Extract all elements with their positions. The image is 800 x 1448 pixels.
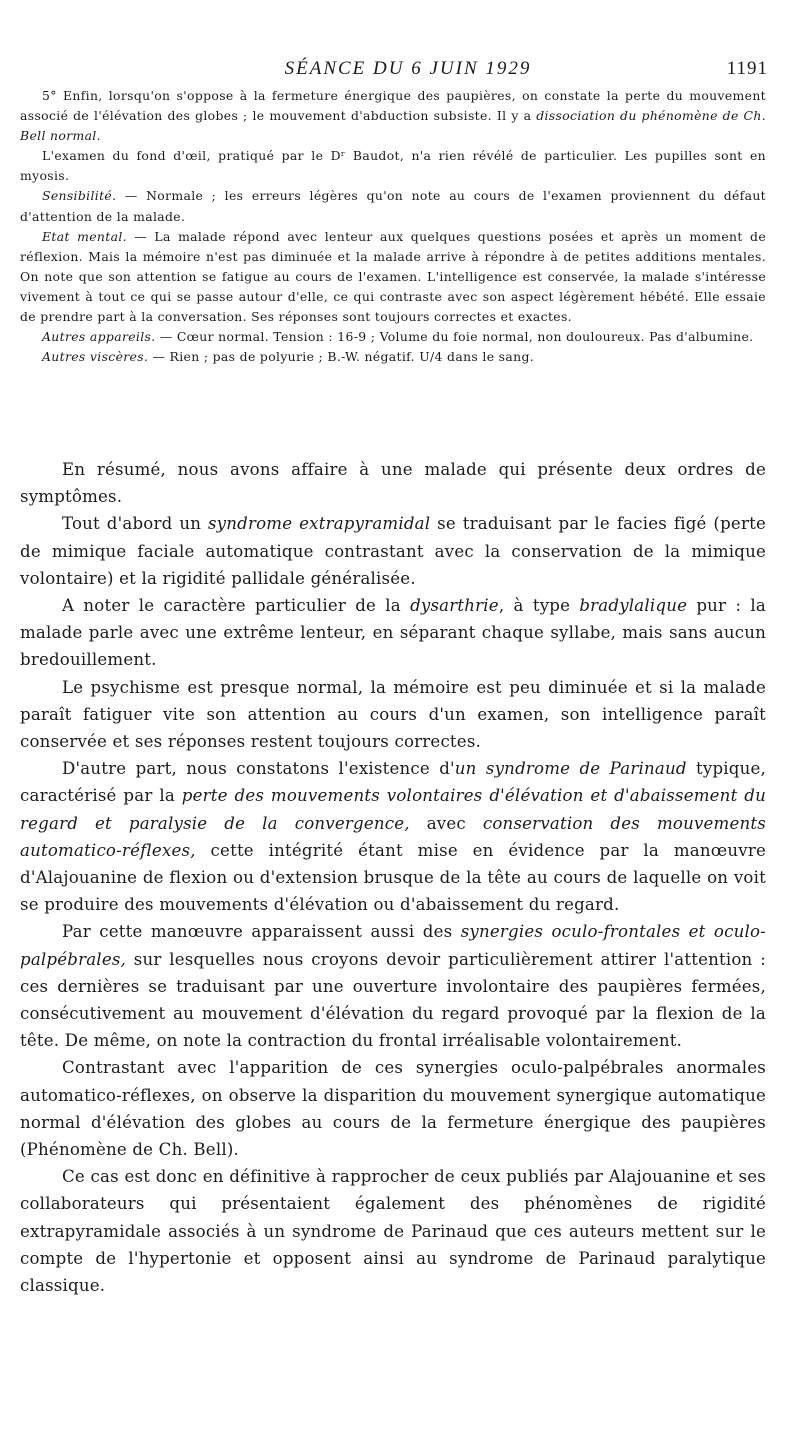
italic-phrase: syndrome extrapyramidal [207, 514, 431, 534]
page-header [48, 58, 768, 82]
finding-paragraph-other-viscera [20, 347, 766, 367]
paragraph-text: — La malade répond avec lenteur aux quelques questions posées et après un moment de réflexion. Mais la mémoire n'est pas diminuée et la malade arrive à répondre à de petites additions mentales. On note que son attention se fatigue au cours de l'examen. L'intelligence est conservée, la malade s'intéresse vivement à tout ce qui se passe autour d'elle, ce qui contraste avec son aspect légèrement hébété. Elle essaie de prendre part à la conversation. Ses réponses sont toujours correctes et exactes. [20, 228, 767, 325]
finding-paragraph-sensibility [20, 186, 766, 226]
section-heading: Sensibilité. [42, 188, 117, 204]
paragraph-text: Par cette manœuvre apparaissent aussi des [62, 922, 461, 942]
paragraph-text: se traduisant par le facies figé (perte de mimique faciale automatique contrastant avec la conservation de la mimique volontaire) et la rigidité pallidale généralisée. [20, 514, 766, 588]
paragraph-text: pur : la malade parle avec une extrême lenteur, en séparant chaque syllabe, mais sans aucun bredouillement. [20, 596, 766, 670]
paragraph-text: — Cœur normal. Tension : 16-9 ; Volume du foie normal, non douloureux. Pas d'albumine. [155, 329, 754, 345]
page-number: 1191 [726, 58, 768, 79]
finding-paragraph-bell-phenomenon [20, 86, 766, 146]
running-title: SÉANCE DU 6 JUIN 1929 [284, 58, 532, 79]
paragraph-text: avec [409, 813, 483, 833]
summary-paragraph: En résumé, nous avons affaire à une malade qui présente deux ordres de symptômes. [20, 460, 766, 507]
italic-phrase: un syndrome de Parinaud [454, 759, 687, 779]
psychism-paragraph: Le psychisme est presque normal, la mémoire est peu diminuée et si la malade paraît fatiguer vite son attention au cours d'un examen, son intelligence paraît conservée et ses réponses restent toujours correctes. [20, 677, 766, 752]
finding-paragraph-other-systems [20, 327, 766, 347]
extrapyramidal-paragraph [20, 510, 766, 592]
contrast-paragraph: Contrastant avec l'apparition de ces synergies oculo-palpébrales anormales automatico-réflexes, on observe la disparition du mouvement synergique automatique normal d'élévation des globes au cours de la fermeture énergique des paupières (Phénomène de Ch. Bell). [20, 1058, 766, 1160]
finding-paragraph-mental-state [20, 227, 766, 327]
paragraph-text: Tout d'abord un [62, 514, 208, 534]
section-heading: Etat mental. [42, 228, 127, 244]
discussion-body [20, 456, 766, 1299]
parinaud-paragraph [20, 755, 766, 918]
clinical-findings-small-print [20, 86, 766, 367]
finding-paragraph-fundus: L'examen du fond d'œil, pratiqué par le Dʳ Baudot, n'a rien révélé de particulier. Les pupilles sont en myosis. [20, 148, 766, 184]
conclusion-paragraph: Ce cas est donc en définitive à rapprocher de ceux publiés par Alajouanine et ses collaborateurs qui présentaient également des phénomènes de rigidité extrapyramidale associés à un syndrome de Parinaud que ces auteurs mettent sur le compte de l'hypertonie et opposent ainsi au syndrome de Parinaud paralytique classique. [20, 1167, 766, 1296]
section-heading: Autres appareils. [42, 329, 156, 345]
dysarthria-paragraph [20, 592, 766, 674]
italic-phrase: dissociation du phénomène de Ch. Bell normal. [20, 108, 766, 144]
italic-phrase: bradylalique [579, 596, 688, 616]
paragraph-text: typique, caractérisé par la [20, 759, 766, 806]
italic-phrase: synergies oculo-frontales et oculo-palpébrales, [20, 922, 766, 969]
paragraph-text: , à type [498, 596, 580, 616]
italic-phrase: perte des mouvements volontaires d'élévation et d'abaissement du regard et paralysie de la convergence, [20, 786, 767, 833]
synergies-paragraph [20, 918, 766, 1054]
paragraph-text: — Normale ; les erreurs légères qu'on note au cours de l'examen proviennent du défaut d'attention de la malade. [20, 188, 766, 224]
paragraph-text: — Rien ; pas de polyurie ; B.-W. négatif. U/4 dans le sang. [148, 349, 535, 365]
section-heading: Autres viscères. [42, 349, 149, 365]
italic-phrase: dysarthrie [410, 596, 499, 616]
paragraph-text: cette intégrité étant mise en évidence par la manœuvre d'Alajouanine de flexion ou d'extension brusque de la tête au cours de laquelle on voit se produire des mouvements d'élévation ou d'abaissement du regard. [20, 840, 766, 915]
paragraph-text: A noter le caractère particulier de la [62, 596, 411, 616]
paragraph-text: sur lesquelles nous croyons devoir particulièrement attirer l'attention : ces dernières se traduisant par une ouverture involontaire des paupières fermées, consécutivement au mouvement d'élévation du regard provoqué par la flexion de la tête. De même, on note la contraction du frontal irréalisable volontairement. [20, 949, 766, 1051]
paragraph-text: 5° Enfin, lorsqu'on s'oppose à la fermeture énergique des paupières, on constate la perte du mouvement associé de l'élévation des globes ; le mouvement d'abduction subsiste. Il y a [20, 88, 766, 124]
paragraph-text: D'autre part, nous constatons l'existence d' [62, 759, 455, 779]
italic-phrase: conservation des mouvements automatico-réflexes, [20, 813, 766, 860]
